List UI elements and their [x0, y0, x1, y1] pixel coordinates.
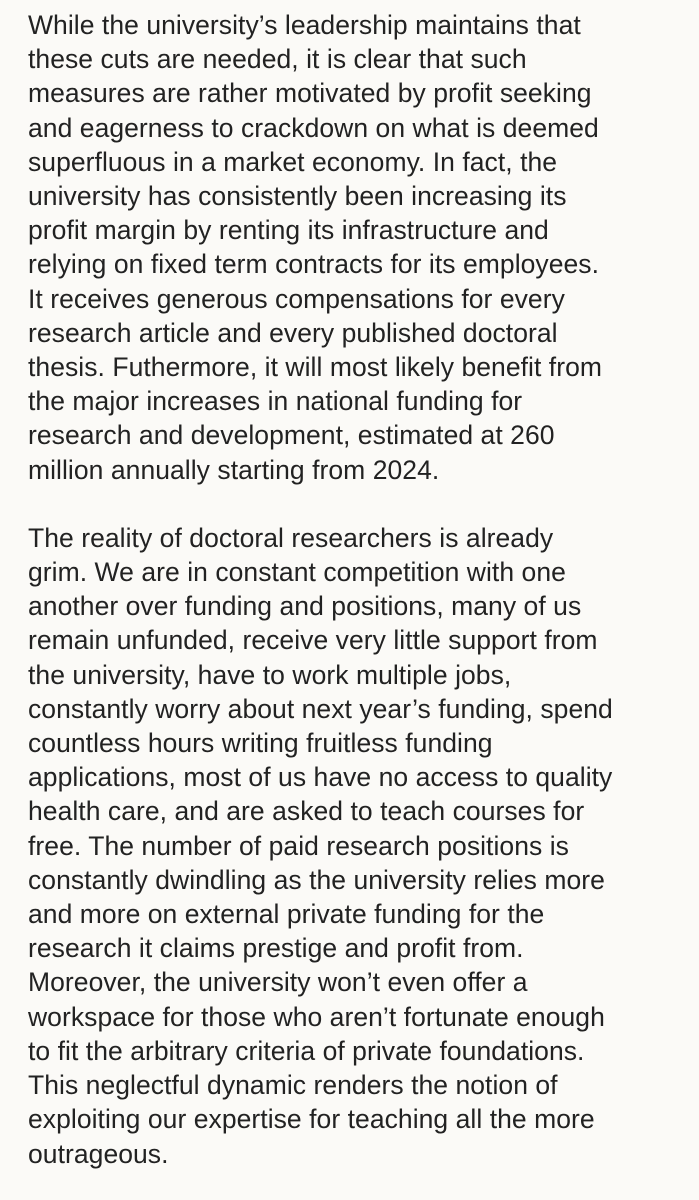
text-line: thesis. Futhermore, it will most likely benefit from — [28, 352, 602, 383]
text-line: Moreover, the university won’t even offer a — [28, 967, 528, 998]
text-line: research it claims prestige and profit from. — [28, 933, 524, 964]
text-line: and eagerness to crackdown on what is deemed — [28, 112, 599, 143]
text-line: measures are rather motivated by profit seeking — [28, 78, 592, 109]
text-line: free. The number of paid research positions is — [28, 830, 569, 861]
paragraph-university-profit — [28, 8, 699, 487]
text-line: research and development, estimated at 260 — [28, 420, 555, 451]
text-line: constantly dwindling as the university relies more — [28, 864, 605, 895]
text-line: The reality of doctoral researchers is already — [28, 522, 554, 553]
text-line: health care, and are asked to teach courses for — [28, 796, 585, 827]
text-line: to fit the arbitrary criteria of private foundations. — [28, 1035, 585, 1066]
text-line: these cuts are needed, it is clear that such — [28, 44, 527, 75]
text-line: This neglectful dynamic renders the notion of — [28, 1070, 558, 1101]
text-line: countless hours writing fruitless funding — [28, 728, 493, 759]
text-line: another over funding and positions, many of us — [28, 591, 582, 622]
text-line: million annually starting from 2024. — [28, 454, 440, 485]
text-line: applications, most of us have no access to quality — [28, 762, 613, 793]
text-line: the major increases in national funding for — [28, 386, 523, 417]
text-line: superfluous in a market economy. In fact, the — [28, 146, 558, 177]
text-line: and more on external private funding for the — [28, 899, 545, 930]
text-line: constantly worry about next year’s funding, spend — [28, 693, 613, 724]
text-line: outrageous. — [28, 1138, 169, 1169]
text-line: relying on fixed term contracts for its employees. — [28, 249, 600, 280]
text-line: grim. We are in constant competition with one — [28, 557, 566, 588]
text-line: university has consistently been increasing its — [28, 181, 567, 212]
text-line: While the university’s leadership maintains that — [28, 10, 581, 40]
paragraph-doctoral-reality — [28, 521, 699, 1171]
text-line: exploiting our expertise for teaching all the more — [28, 1104, 595, 1135]
text-line: remain unfunded, receive very little support from — [28, 625, 598, 656]
text-line: workspace for those who aren’t fortunate enough — [28, 1001, 605, 1032]
text-line: It receives generous compensations for every — [28, 283, 565, 314]
text-line: the university, have to work multiple jobs, — [28, 659, 512, 690]
text-line: profit margin by renting its infrastructure and — [28, 215, 549, 246]
text-line: research article and every published doctoral — [28, 317, 558, 348]
